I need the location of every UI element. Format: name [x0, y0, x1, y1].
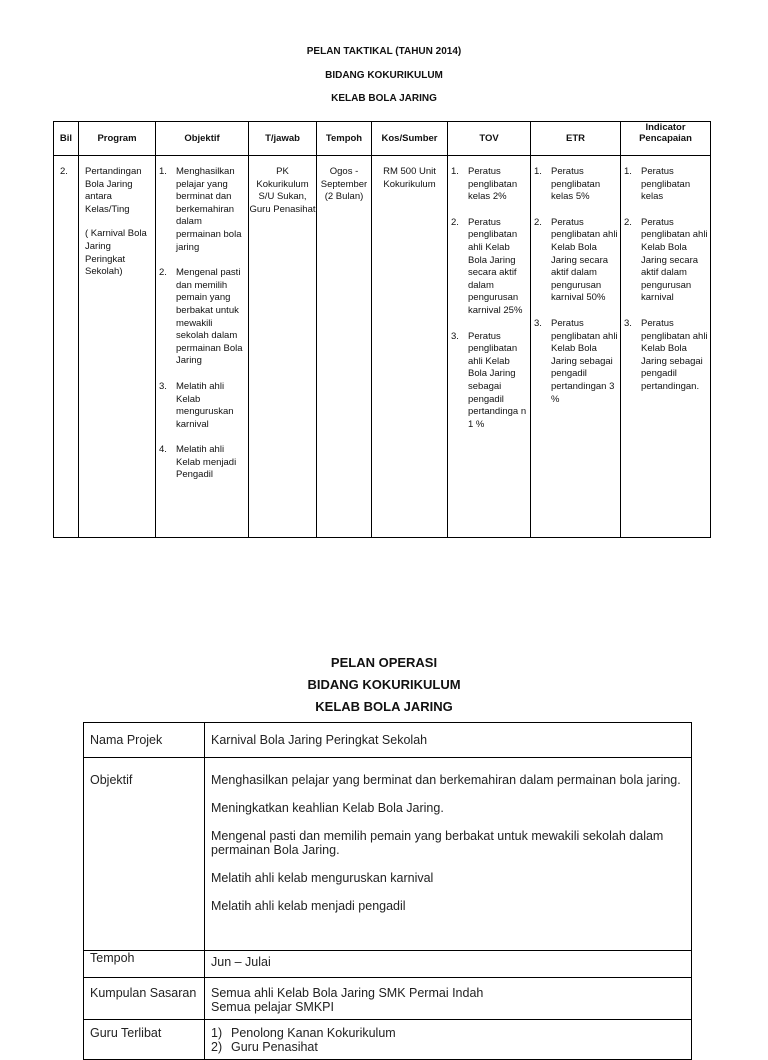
list-item-text: Peratus penglibatan ahli Kelab Bola Jaring sebagai pengadil pertandingan. [641, 317, 708, 392]
tempoh-value: Jun – Julai [205, 951, 692, 978]
header-bil: Bil [54, 122, 79, 156]
list-item [156, 444, 248, 482]
table-row [84, 723, 692, 758]
objektif-label: Objektif [84, 758, 205, 951]
objektif-line: Melatih ahli kelab menjadi pengadil [211, 899, 406, 913]
list-item-number: 1. [624, 166, 632, 177]
objektif-line: Melatih ahli kelab menguruskan karnival [211, 871, 434, 885]
indicator-list [621, 166, 710, 394]
tactical-plan-subtitle: BIDANG KOKURIKULUM [325, 70, 443, 81]
tov-list [448, 166, 530, 431]
list-item [448, 166, 530, 204]
etr-list [531, 166, 620, 406]
header-tempoh: Tempoh [317, 122, 372, 156]
kumpulan-sasaran-label: Kumpulan Sasaran [84, 978, 205, 1020]
list-item-number: 2. [624, 216, 632, 228]
tactical-plan-title: PELAN TAKTIKAL (TAHUN 2014) [306, 46, 462, 57]
header-etr: ETR [531, 122, 621, 156]
table-row [84, 1020, 692, 1060]
header-program: Program [79, 122, 156, 156]
table-row [84, 758, 692, 951]
list-item [531, 217, 620, 305]
tempoh-label: Tempoh [84, 951, 205, 978]
list-item-text: Melatih ahli Kelab menjadi Pengadil [176, 444, 237, 481]
list-item [621, 166, 710, 204]
list-item-number: 3. [624, 317, 632, 329]
cell-etr [531, 156, 621, 538]
list-item-number: 3. [159, 380, 167, 392]
header-indicator: Indicator Pencapaian [621, 122, 711, 156]
list-item [621, 217, 710, 305]
list-item-number: 1. [451, 166, 459, 177]
cell-tjawab: PK Kokurikulum S/U Sukan, Guru Penasihat [249, 156, 317, 538]
guru-text: Guru Penasihat [231, 1040, 318, 1054]
list-item-number: 2. [159, 267, 167, 279]
cell-indicator [621, 156, 711, 538]
nama-projek-value: Karnival Bola Jaring Peringkat Sekolah [205, 723, 692, 758]
list-item-number: 1. [159, 166, 167, 177]
list-item-text: Mengenal pasti dan memilih pemain yang berbakat untuk mewakili sekolah dalam permainan Bola Jaring [176, 267, 243, 367]
header-tov: TOV [448, 122, 531, 156]
list-item [448, 217, 530, 318]
list-item [621, 318, 710, 394]
table-row [84, 951, 692, 978]
objektif-list [156, 166, 248, 482]
program-name: Pertandingan Bola Jaring antara Kelas/Ting [85, 166, 142, 215]
cell-tempoh: Ogos - September (2 Bulan) [317, 156, 372, 538]
objektif-line: Menghasilkan pelajar yang berminat dan berkemahiran dalam permainan bola jaring. [211, 773, 681, 787]
operation-plan-title: PELAN OPERASI [330, 655, 438, 670]
guru-item [211, 1040, 685, 1054]
table-row [84, 978, 692, 1020]
guru-terlibat-label: Guru Terlibat [84, 1020, 205, 1060]
objektif-line: Meningkatkan keahlian Kelab Bola Jaring. [211, 801, 444, 815]
list-item [156, 166, 248, 254]
guru-item [211, 1026, 685, 1040]
list-item-text: Peratus penglibatan ahli Kelab Bola Jaring secara aktif dalam pengurusan karnival 25% [468, 216, 523, 316]
list-item-text: Peratus penglibatan kelas 2% [468, 166, 518, 203]
list-item-number: 2. [534, 216, 542, 228]
header-kos: Kos/Sumber [372, 122, 448, 156]
list-item-number: 1. [534, 166, 542, 177]
list-item-number: 4. [159, 444, 167, 456]
nama-projek-label: Nama Projek [84, 723, 205, 758]
cell-tov [448, 156, 531, 538]
tactical-plan-club: KELAB BOLA JARING [331, 93, 437, 104]
kumpulan-sasaran-value [205, 978, 692, 1020]
guru-terlibat-value [205, 1020, 692, 1060]
list-item-number: 2. [451, 216, 459, 228]
table-row [54, 156, 711, 538]
list-item-text: Peratus penglibatan ahli Kelab Bola Jaring secara aktif dalam pengurusan karnival 50% [551, 216, 618, 304]
operation-plan-subtitle: BIDANG KOKURIKULUM [307, 677, 461, 692]
cell-objektif [156, 156, 249, 538]
list-item [156, 267, 248, 368]
cell-program [79, 156, 156, 538]
list-item-text: Peratus penglibatan ahli Kelab Bola Jaring secara aktif dalam pengurusan karnival [641, 216, 708, 304]
kumpulan-line: Semua ahli Kelab Bola Jaring SMK Permai Indah [211, 986, 484, 1000]
list-item-text: Peratus penglibatan ahli Kelab Bola Jaring sebagai pengadil pertandinga n 1 % [468, 330, 527, 430]
list-item [156, 381, 248, 431]
objektif-line: Mengenal pasti dan memilih pemain yang berbakat untuk mewakili sekolah dalam permainan Bola Jaring. [211, 829, 664, 857]
header-tjawab: T/jawab [249, 122, 317, 156]
list-item [531, 166, 620, 204]
tactical-plan-table [53, 121, 711, 538]
header-objektif: Objektif [156, 122, 249, 156]
list-item-text: Menghasilkan pelajar yang berminat dan berkemahiran dalam permainan bola jaring [176, 166, 242, 253]
program-note: ( Karnival Bola Jaring Peringkat Sekolah) [85, 228, 147, 278]
cell-bil: 2. [54, 156, 79, 538]
list-item [448, 331, 530, 432]
list-item-text: Melatih ahli Kelab menguruskan karnival [176, 380, 234, 430]
list-item-text: Peratus penglibatan ahli Kelab Bola Jaring sebagai pengadil pertandingan 3 % [551, 317, 618, 405]
guru-text: Penolong Kanan Kokurikulum [231, 1026, 396, 1040]
objektif-values [205, 758, 692, 951]
operation-plan-table [83, 722, 692, 1060]
list-item-number: 3. [451, 330, 459, 342]
operation-plan-club: KELAB BOLA JARING [315, 699, 453, 714]
list-item [531, 318, 620, 406]
list-item-text: Peratus penglibatan kelas 5% [551, 166, 601, 203]
kumpulan-line: Semua pelajar SMKPI [211, 1000, 334, 1014]
list-item-number: 3. [534, 317, 542, 329]
list-item-text: Peratus penglibatan kelas [641, 166, 691, 203]
guru-num: 2) [211, 1040, 223, 1054]
cell-kos: RM 500 Unit Kokurikulum [372, 156, 448, 538]
guru-num: 1) [211, 1026, 223, 1040]
